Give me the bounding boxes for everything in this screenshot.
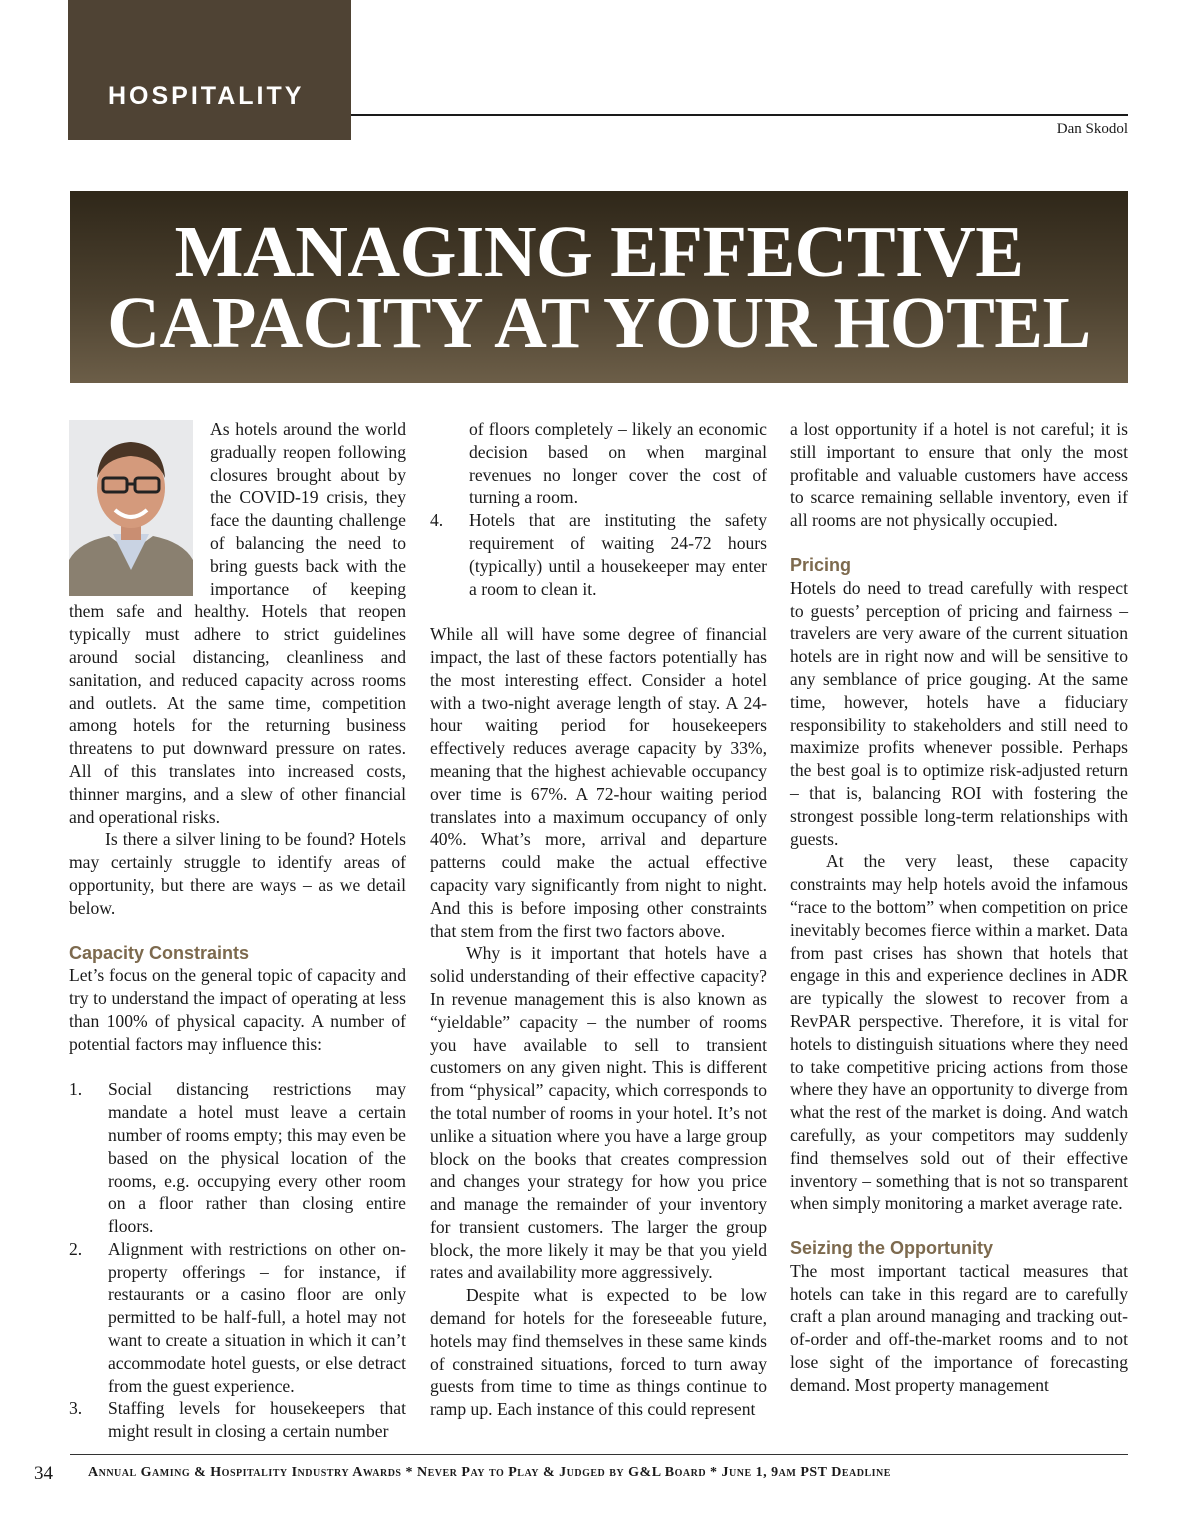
paragraph: At the very least, these capacity constraints may help hotels avoid the infamous “race to the bottom” when competition on price inevitably becomes fierce within a market. Data from past crises has shown that hotels that engage in this and experience declines in ADR are typically the slowest to recover from a RevPAR perspective. Therefore, it is vital for hotels to distinguish situations where they need to take competitive pricing actions from those where they have an opportunity to diverge from what the rest of the market is doing. And watch carefully, as your competitors may suddenly find themselves sold out of their effective inventory – something that is not so transparent when simply monitoring a market average rate. <box>790 851 1128 1214</box>
title-banner <box>70 191 1128 383</box>
heading-pricing: Pricing <box>790 554 852 575</box>
list-text: Alignment with restrictions on other on-property offerings – for instance, if restaurants or a casino floor are only permitted to be half-full, a hotel may not want to create a situation in which it can’t accommodate hotel guests, or else detract from the guest experience. <box>108 1238 406 1396</box>
list-number: 2. <box>69 1238 83 1259</box>
page-number: 34 <box>34 1463 53 1484</box>
list-item <box>69 1238 406 1398</box>
paragraph: The most important tactical measures that hotels can take in this regard are to carefully craft a plan around managing and tracking out-of-order and off-the-market rooms and to not lose sight of the importance of forecasting demand. Most property management <box>790 1260 1128 1395</box>
list-number: 1. <box>69 1079 83 1100</box>
paragraph: Why is it important that hotels have a solid understanding of their effective capacity? In revenue management this is also known as “yieldable” capacity – the number of rooms you have available to sell to transient customers on any given night. This is different from “physical” capacity, which corresponds to the total number of rooms in your hotel. It’s not unlike a situation where you have a large group block on the books that creates compression and changes your strategy for how you price and manage the remainder of your inventory for transient customers. The larger the group block, the more likely it may be that you yield rates and availability more aggressively. <box>430 943 767 1283</box>
factors-list <box>69 1078 406 1443</box>
author-photo <box>69 420 193 596</box>
list-item <box>430 509 767 600</box>
paragraph: Hotels do need to tread carefully with respect to guests’ perception of pricing and fairness – travelers are very aware of the current situation hotels are in right now and will be sensitive to any semblance of price gouging. At the same time, however, hotels have a fiduciary responsibility to stakeholders and still need to maximize profits whenever possible. Perhaps the best goal is to optimize risk-adjusted return – that is, balancing ROI with fostering the strongest possible long-term relationships with guests. <box>790 577 1128 849</box>
column-3 <box>790 418 1128 1397</box>
paragraph: a lost opportunity if a hotel is not careful; it is still important to ensure that only the most profitable and valuable customers have access to scarce remaining sellable inventory, even if all rooms are not physically occupied. <box>790 419 1128 531</box>
factors-list-continued <box>430 418 767 600</box>
column-1 <box>69 418 406 1443</box>
list-number: 3. <box>69 1398 83 1419</box>
column-2 <box>430 418 767 1421</box>
author-byline: Dan Skodol <box>1056 121 1128 137</box>
title-line-1: MANAGING EFFECTIVE <box>174 211 1024 292</box>
section-tab <box>68 0 351 140</box>
list-text: of floors completely – likely an economic decision based on when marginal revenues no longer cover the cost of turning a room. <box>469 419 767 508</box>
title-line-2: CAPACITY AT YOUR HOTEL <box>107 282 1091 363</box>
paragraph: While all will have some degree of financial impact, the last of these factors potentially has the most interesting effect. Consider a hotel with a two-night average length of stay. A 24-hour waiting period for housekeepers effectively reduces average capacity by 33%, meaning that the highest achievable occupancy over time is 67%. A 72-hour waiting period translates into a maximum occupancy of only 40%. What’s more, arrival and departure patterns could make the actual effective capacity vary significantly from night to night. And this is before imposing other constraints that stem from the first two factors above. <box>430 624 767 941</box>
list-item <box>430 418 767 509</box>
paragraph: Is there a silver lining to be found? Hotels may certainly struggle to identify areas of opportunity, but there are ways – as we detail below. <box>69 829 406 918</box>
list-text: Staffing levels for housekeepers that might result in closing a certain number <box>108 1398 406 1442</box>
list-text: Social distancing restrictions may mandate a hotel must leave a certain number of rooms empty; this may even be based on the physical location of the rooms, e.g. occupying every other room on a floor rather than closing entire floors. <box>108 1079 406 1237</box>
list-item <box>69 1397 406 1443</box>
paragraph: Despite what is expected to be low demand for hotels for the foreseeable future, hotels may find themselves in these same kinds of constrained situations, forced to turn away guests from time to time as things continue to ramp up. Each instance of this could represent <box>430 1285 767 1420</box>
footer-rule <box>70 1454 1128 1455</box>
heading-capacity-constraints: Capacity Constraints <box>69 942 250 963</box>
section-label: HOSPITALITY <box>108 82 305 110</box>
intro-paragraph: As hotels around the world gradually reopen following closures brought about by the COVID-19 crisis, they face the daunting challenge of balancing the need to bring guests back with the importance of keeping them safe and healthy. Hotels that reopen typically must adhere to strict guidelines around social distancing, cleanliness and sanitation, and reduced capacity across rooms and outlets. At the same time, competition among hotels for the returning business threatens to put downward pressure on rates. All of this translates into increased costs, thinner margins, and a slew of other financial and operational risks. <box>69 419 406 827</box>
list-text: Hotels that are instituting the safety requirement of waiting 24-72 hours (typically) until a housekeeper may enter a room to clean it. <box>469 510 767 599</box>
paragraph: Let’s focus on the general topic of capacity and try to understand the impact of operating at less than 100% of physical capacity. A number of potential factors may influence this: <box>69 965 406 1054</box>
heading-seizing-the-opportunity: Seizing the Opportunity <box>790 1238 993 1259</box>
list-item <box>69 1078 406 1238</box>
list-number: 4. <box>430 510 444 531</box>
footer-banner-text: Annual Gaming & Hospitality Industry Awards * Never Pay to Play & Judged by G&L Board * June 1, 9am PST Deadline <box>88 1465 891 1480</box>
header-rule <box>351 114 1128 116</box>
